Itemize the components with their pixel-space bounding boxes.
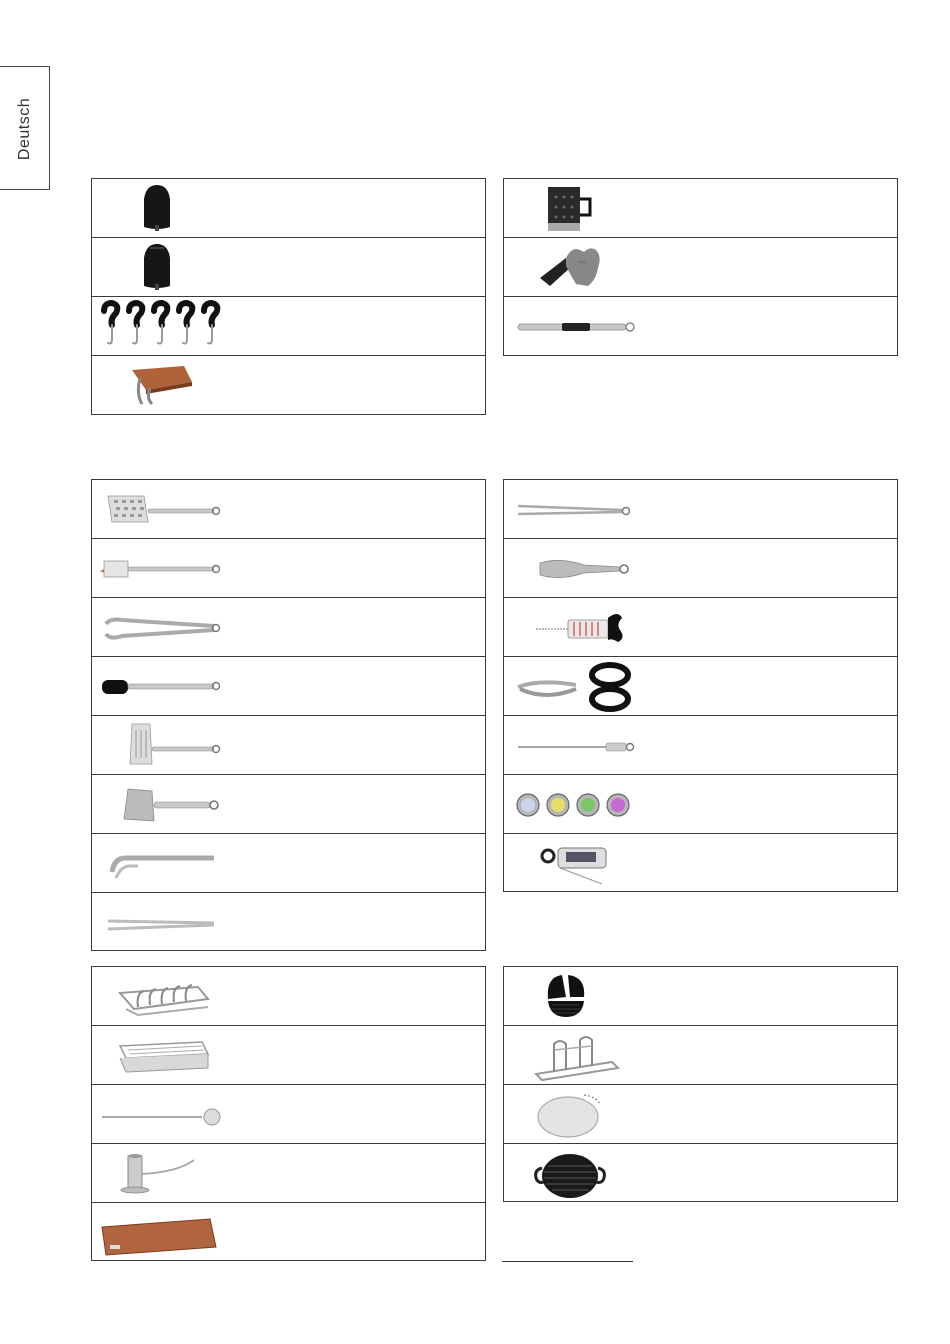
chimney-starter-icon [510, 181, 640, 236]
product-row[interactable] [92, 967, 485, 1026]
side-table-icon [98, 358, 228, 413]
scraper-icon [98, 777, 228, 832]
accessory-group-racks [91, 966, 486, 1261]
product-row[interactable] [92, 834, 485, 893]
product-row[interactable] [92, 657, 485, 716]
accessory-group-covers [91, 178, 486, 415]
product-row[interactable] [92, 539, 485, 598]
product-row[interactable] [504, 775, 897, 834]
product-row[interactable] [504, 1026, 897, 1085]
skewer-rack-icon [98, 1028, 228, 1083]
product-row[interactable] [504, 657, 897, 716]
long-tongs-icon [98, 895, 228, 950]
brush-icon [98, 541, 228, 596]
product-row[interactable] [92, 775, 485, 834]
product-row[interactable] [504, 238, 897, 297]
poultry-shears-icon [510, 659, 640, 714]
cover-icon [98, 240, 228, 295]
light-handle-icon [510, 299, 640, 354]
pizza-paddle-icon [98, 1087, 228, 1142]
product-row[interactable] [92, 893, 485, 952]
marinade-injector-icon [510, 600, 640, 655]
product-row[interactable] [92, 716, 485, 775]
accessory-group-tools [503, 479, 898, 892]
spoon-tongs-icon [510, 541, 640, 596]
roast-holder-icon [510, 1028, 640, 1083]
product-row[interactable] [92, 480, 485, 539]
hooks-icon [98, 299, 228, 354]
product-row[interactable] [504, 598, 897, 657]
grill-tongs-icon [98, 836, 228, 891]
rib-rack-icon [98, 969, 228, 1024]
product-row[interactable] [504, 1144, 897, 1203]
fish-turner-icon [98, 718, 228, 773]
product-row[interactable] [92, 356, 485, 415]
accessory-group-plates [503, 966, 898, 1202]
product-row[interactable] [504, 480, 897, 539]
grill-pans-icon [510, 969, 640, 1024]
accessory-group-starters [503, 178, 898, 356]
language-tab-label: Deutsch [16, 97, 33, 161]
digital-thermometer-icon [510, 836, 640, 891]
cover-icon [98, 181, 228, 236]
silicone-tongs-icon [98, 659, 228, 714]
product-row[interactable] [504, 716, 897, 775]
thermometer-set-icon [510, 777, 640, 832]
gloves-icon [510, 240, 640, 295]
product-row[interactable] [92, 1144, 485, 1203]
product-row[interactable] [504, 297, 897, 356]
product-row[interactable] [504, 179, 897, 238]
product-row[interactable] [504, 1085, 897, 1144]
plank-icon [98, 1205, 228, 1260]
product-row[interactable] [504, 834, 897, 893]
product-row[interactable] [92, 297, 485, 356]
product-row[interactable] [92, 1085, 485, 1144]
tweezer-icon [510, 482, 640, 537]
product-row[interactable] [92, 1203, 485, 1262]
chicken-roaster-icon [98, 1146, 228, 1201]
product-row[interactable] [92, 179, 485, 238]
product-row[interactable] [504, 539, 897, 598]
skewer-thermometer-icon [510, 718, 640, 773]
griddle-plate-icon [510, 1146, 640, 1201]
product-row[interactable] [504, 967, 897, 1026]
product-row[interactable] [92, 238, 485, 297]
product-row[interactable] [92, 1026, 485, 1085]
footnote-divider [502, 1261, 633, 1262]
language-tab[interactable] [0, 66, 50, 190]
tongs-icon [98, 600, 228, 655]
accessory-group-utensils [91, 479, 486, 951]
spatula-icon [98, 482, 228, 537]
pizza-stone-icon [510, 1087, 640, 1142]
product-row[interactable] [92, 598, 485, 657]
